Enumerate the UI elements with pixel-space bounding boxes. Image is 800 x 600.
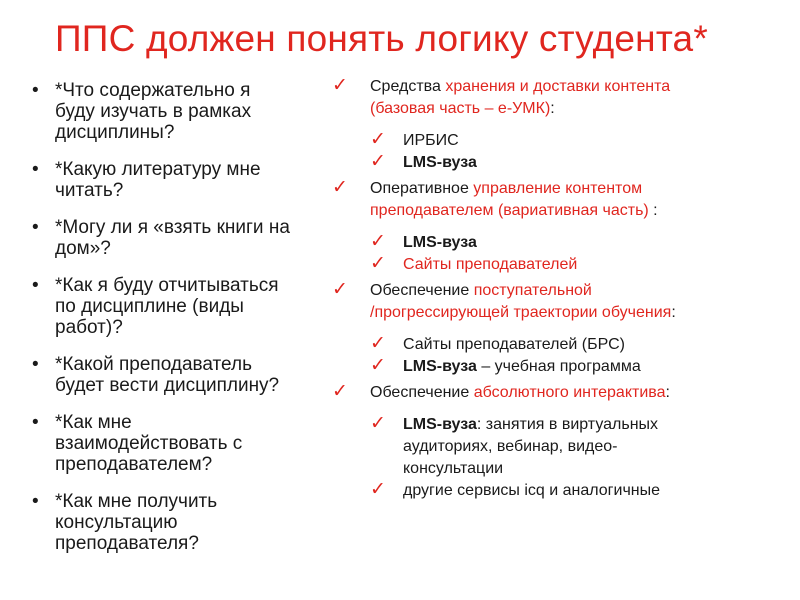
sub-item-line [330, 436, 790, 458]
question-item [30, 275, 330, 338]
question-text: преподавателя? [55, 533, 199, 554]
sub-item-line [330, 130, 790, 152]
bullet-icon: • [32, 354, 39, 375]
sub-item-line [330, 414, 790, 436]
check-icon: ✓ [370, 333, 386, 354]
heading-text: Средства [370, 78, 446, 95]
heading-text: преподавателем (вариативная часть) [370, 202, 649, 219]
sub-item-line [330, 458, 790, 480]
heading-text: : [550, 100, 555, 117]
check-icon: ✓ [370, 151, 386, 172]
question-text: *Какую литературу мне [55, 159, 261, 180]
section-heading-line [330, 280, 790, 302]
sub-item-text: Сайты преподавателей (БРС) [403, 336, 625, 353]
heading-text: хранения и доставки контента [445, 78, 671, 95]
bullet-icon: • [32, 275, 39, 296]
question-text: *Какой преподаватель [55, 354, 252, 375]
heading-text: абсолютного интерактива [473, 384, 666, 401]
question-item [30, 80, 330, 143]
bullet-icon: • [32, 491, 39, 512]
question-text: будет вести дисциплину? [55, 375, 280, 396]
check-icon: ✓ [332, 279, 348, 300]
check-icon: ✓ [370, 231, 386, 252]
sub-item-line [330, 480, 790, 502]
question-text: дисциплины? [55, 122, 175, 143]
check-icon: ✓ [332, 75, 348, 96]
sub-item-line [330, 254, 790, 276]
sub-item-text: консультации [403, 460, 504, 477]
bullet-icon: • [32, 412, 39, 433]
sub-item-line [330, 152, 790, 174]
check-icon: ✓ [332, 177, 348, 198]
resources-list [330, 76, 790, 502]
heading-text: : [671, 304, 676, 321]
sub-item-text: : занятия в виртуальных [476, 416, 659, 433]
check-icon: ✓ [370, 413, 386, 434]
question-item [30, 159, 330, 201]
bullet-icon: • [32, 80, 39, 101]
question-text: дом»? [55, 238, 111, 259]
question-item [30, 217, 330, 259]
section-heading-line [330, 76, 790, 98]
sub-item-text: LMS-вуза [403, 234, 477, 251]
question-text: преподавателем? [55, 454, 213, 475]
question-text: работ)? [55, 317, 123, 338]
check-icon: ✓ [332, 381, 348, 402]
question-item [30, 354, 330, 396]
heading-text: Оперативное [370, 180, 474, 197]
question-text: взаимодействовать с [55, 433, 243, 454]
heading-text: : [665, 384, 670, 401]
heading-text: : [648, 202, 658, 219]
question-text: буду изучать в рамках [55, 101, 252, 122]
sub-item-text: ИРБИС [403, 132, 459, 149]
heading-text: (базовая часть – е-УМК) [370, 100, 551, 117]
section-heading-line [330, 178, 790, 200]
heading-text: управление контентом [473, 180, 643, 197]
section-heading-line [330, 200, 790, 222]
sub-item-text: – учебная программа [476, 358, 641, 375]
question-text: по дисциплине (виды [55, 296, 244, 317]
question-text: читать? [55, 180, 124, 201]
question-text: *Что содержательно я [55, 80, 251, 101]
sub-item-text: другие сервисы icq и аналогичные [403, 482, 661, 499]
sub-item-line [330, 232, 790, 254]
sub-item-text: LMS-вуза [403, 416, 477, 433]
heading-text: /прогрессирующей траектории обучения [370, 304, 672, 321]
question-item [30, 412, 330, 475]
slide-title: ППС должен понять логику студента* [55, 18, 708, 59]
question-text: *Как мне получить [55, 491, 218, 512]
question-text: консультацию [55, 512, 178, 533]
student-questions-list [30, 80, 330, 570]
check-icon: ✓ [370, 355, 386, 376]
check-icon: ✓ [370, 253, 386, 274]
sub-item-text: Сайты преподавателей [403, 256, 578, 273]
sub-item-line [330, 334, 790, 356]
section-heading-line [330, 382, 790, 404]
section-heading-line [330, 302, 790, 324]
check-icon: ✓ [370, 129, 386, 150]
sub-item-text: LMS-вуза [403, 154, 477, 171]
section-heading-line [330, 98, 790, 120]
question-text: *Как мне [55, 412, 132, 433]
heading-text: поступательной [473, 282, 592, 299]
heading-text: Обеспечение [370, 384, 474, 401]
question-text: *Могу ли я «взять книги на [55, 217, 290, 238]
question-text: *Как я буду отчитываться [55, 275, 279, 296]
heading-text: Обеспечение [370, 282, 474, 299]
bullet-icon: • [32, 159, 39, 180]
check-icon: ✓ [370, 479, 386, 500]
sub-item-line [330, 356, 790, 378]
question-item [30, 491, 330, 554]
bullet-icon: • [32, 217, 39, 238]
sub-item-text: аудиториях, вебинар, видео- [403, 438, 618, 455]
sub-item-text: LMS-вуза [403, 358, 477, 375]
